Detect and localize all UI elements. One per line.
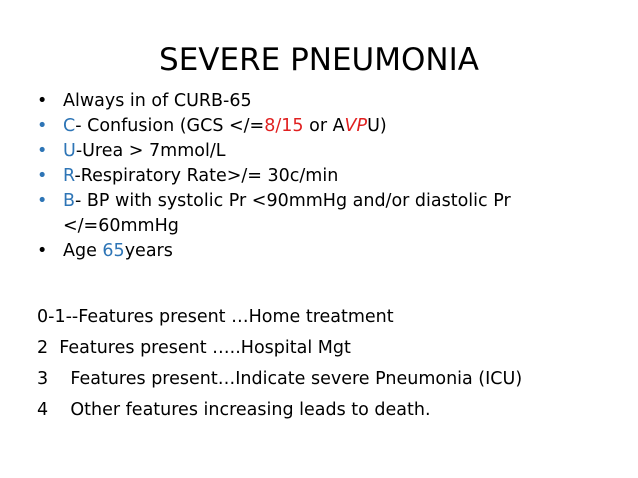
- bullet-icon: •: [37, 191, 48, 211]
- bullet-text: - Confusion (GCS </=: [75, 116, 265, 136]
- criterion-letter: U: [63, 141, 76, 161]
- criteria-list: [37, 89, 607, 264]
- bullet-text: - BP with systolic Pr <90mmHg and/or diastolic Pr </=60mmHg: [63, 191, 511, 236]
- bullet-text: U): [367, 116, 387, 136]
- slide-title: SEVERE PNEUMONIA: [159, 42, 479, 78]
- score-line-4: 4 Other features increasing leads to death.: [37, 400, 431, 420]
- age-value: 65: [102, 241, 125, 261]
- bullet-item-bp: [37, 189, 607, 239]
- bullet-text: -Urea > 7mmol/L: [75, 141, 226, 161]
- bullet-icon: •: [37, 166, 48, 186]
- bullet-item: [37, 89, 607, 114]
- bullet-item-respiratory: [37, 164, 607, 189]
- bullet-text: or A: [303, 116, 345, 136]
- criterion-letter: B: [63, 191, 76, 211]
- score-line-0-1: 0-1--Features present …Home treatment: [37, 307, 394, 327]
- bullet-text: -Respiratory Rate>/= 30c/min: [74, 166, 339, 186]
- bullet-item-age: [37, 239, 607, 264]
- bullet-item-confusion: [37, 114, 607, 139]
- bullet-text: years: [124, 241, 173, 261]
- bullet-text: Always in of CURB-65: [63, 91, 252, 111]
- gcs-value: 8/15: [264, 116, 304, 136]
- criterion-letter: C: [63, 116, 76, 136]
- bullet-icon: •: [37, 141, 48, 161]
- bullet-item-urea: [37, 139, 607, 164]
- score-line-3: 3 Features present…Indicate severe Pneumonia (ICU): [37, 369, 523, 389]
- avpu-vp: VP: [344, 116, 368, 136]
- bullet-icon: •: [37, 91, 48, 111]
- bullet-text: Age: [63, 241, 103, 261]
- criterion-letter: R: [63, 166, 75, 186]
- score-line-2: 2 Features present …..Hospital Mgt: [37, 338, 351, 358]
- bullet-icon: •: [37, 241, 48, 261]
- bullet-icon: •: [37, 116, 48, 136]
